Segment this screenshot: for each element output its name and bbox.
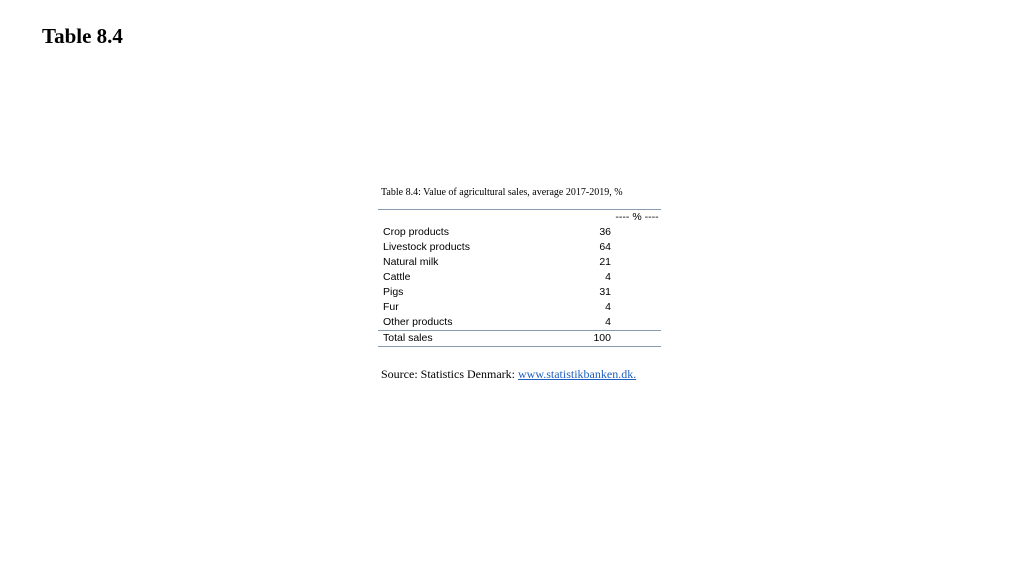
- table-row: [378, 240, 661, 255]
- row-value: 21: [599, 256, 611, 268]
- table-row: [378, 225, 661, 240]
- table-row: [378, 300, 661, 315]
- row-value: 31: [599, 286, 611, 298]
- row-label: Natural milk: [383, 256, 439, 268]
- total-label: Total sales: [383, 332, 433, 344]
- source-note: [381, 366, 636, 382]
- source-prefix: Source: Statistics Denmark:: [381, 367, 518, 381]
- total-row: [378, 331, 661, 347]
- row-value: 4: [605, 301, 611, 313]
- row-label: Fur: [383, 301, 399, 313]
- row-label: Cattle: [383, 271, 411, 283]
- table-header-row: [378, 210, 661, 226]
- source-link[interactable]: www.statistikbanken.dk.: [517, 367, 637, 381]
- row-label: Livestock products: [383, 241, 470, 253]
- row-value: 64: [599, 241, 611, 253]
- row-value: 36: [599, 226, 611, 238]
- row-label: Other products: [378, 315, 573, 331]
- table-row: [378, 255, 661, 270]
- page-title: Table 8.4: [42, 24, 123, 48]
- row-value: 4: [573, 315, 661, 331]
- table-row: [378, 270, 661, 285]
- header-blank-cell: [378, 210, 573, 226]
- unit-header: ---- % ----: [615, 211, 659, 223]
- table-caption: Table 8.4: Value of agricultural sales, average 2017-2019, %: [381, 187, 623, 198]
- row-label: Pigs: [383, 286, 404, 298]
- agricultural-sales-table: [378, 209, 661, 347]
- row-label: Crop products: [383, 226, 449, 238]
- total-value: 100: [593, 332, 611, 344]
- row-value: 4: [605, 271, 611, 283]
- table-row: [378, 315, 661, 331]
- table-row: [378, 285, 661, 300]
